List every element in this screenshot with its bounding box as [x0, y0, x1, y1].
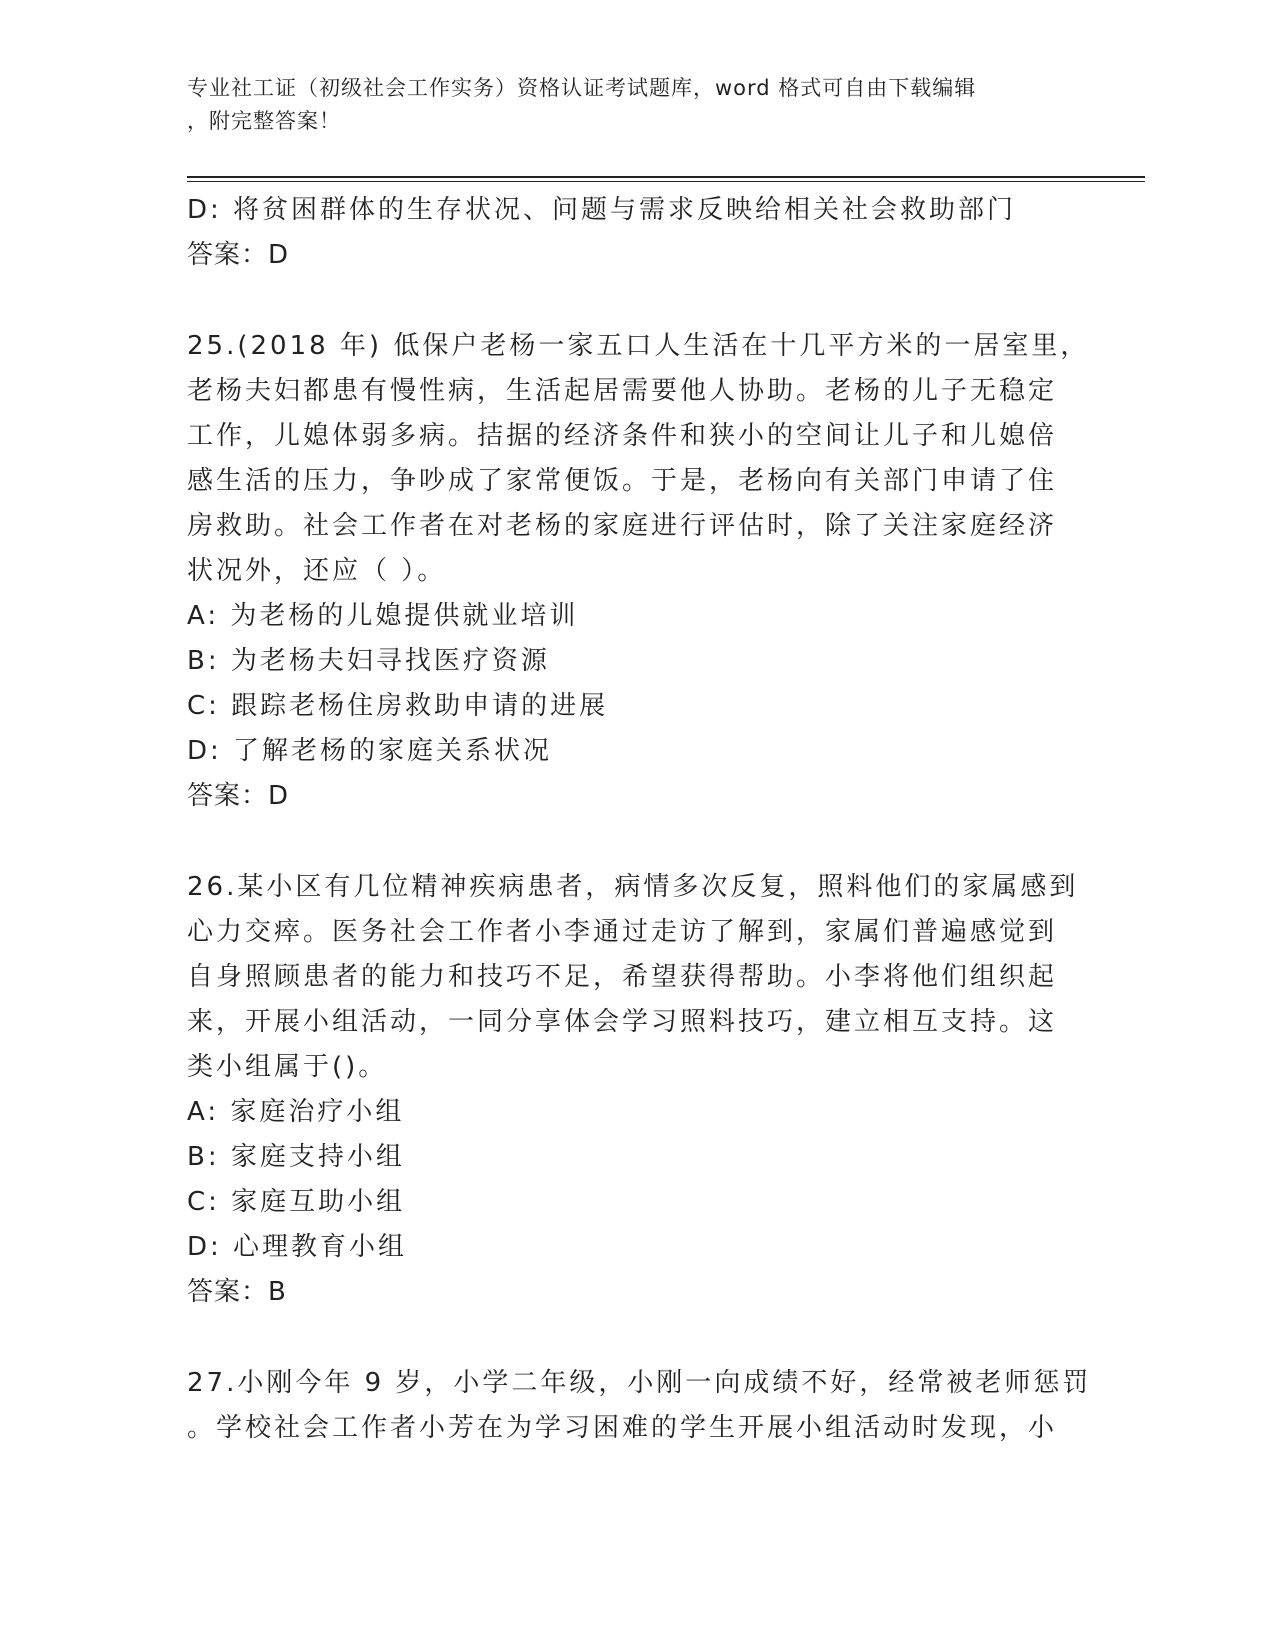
question-stem-line: 来，开展小组活动，一同分享体会学习照料技巧，建立相互支持。这: [187, 1007, 1058, 1037]
option-d: D: 将贫困群体的生存状况、问题与需求反映给相关社会救助部门: [187, 195, 1017, 225]
option-c: C: 家庭互助小组: [187, 1187, 406, 1217]
header-line: 专业社工证（初级社会工作实务）资格认证考试题库，word 格式可自由下载编辑: [187, 76, 977, 100]
answer: 答案：D: [187, 781, 290, 811]
question-stem-line: 27.小刚今年 9 岁，小学二年级，小刚一向成绩不好，经常被老师惩罚: [187, 1368, 1092, 1398]
header-line: ，附完整答案！: [187, 109, 341, 133]
option-b: B: 为老杨夫妇寻找医疗资源: [187, 646, 550, 676]
question-stem-line: 感生活的压力，争吵成了家常便饭。于是，老杨向有关部门申请了住: [187, 466, 1058, 496]
option-a: A: 为老杨的儿媳提供就业培训: [187, 601, 579, 631]
question-gap: [187, 278, 1087, 324]
question-stem-line: 老杨夫妇都患有慢性病，生活起居需要他人协助。老杨的儿子无稳定: [187, 376, 1058, 406]
document-header: [187, 72, 1067, 138]
question-content: [187, 188, 1092, 1451]
question-stem-line: 状况外，还应（ ）。: [187, 556, 447, 586]
question-gap: [187, 819, 1087, 865]
question-stem-line: 26.某小区有几位精神疾病患者，病情多次反复，照料他们的家属感到: [187, 872, 1079, 902]
question-27: [187, 1361, 1092, 1451]
option-d: D: 心理教育小组: [187, 1232, 408, 1262]
question-stem-line: 。学校社会工作者小芳在为学习困难的学生开展小组活动时发现，小: [187, 1413, 1058, 1443]
header-divider-thick: [187, 176, 1145, 178]
question-stem-line: 房救助。社会工作者在对老杨的家庭进行评估时，除了关注家庭经济: [187, 511, 1058, 541]
question-stem-line: 25.(2018 年) 低保户老杨一家五口人生活在十几平方米的一居室里，: [187, 331, 1090, 361]
question-26: [187, 865, 1087, 1315]
option-b: B: 家庭支持小组: [187, 1142, 405, 1172]
answer: 答案：B: [187, 1277, 287, 1307]
question-stem-line: 自身照顾患者的能力和技巧不足，希望获得帮助。小李将他们组织起: [187, 962, 1058, 992]
option-c: C: 跟踪老杨住房救助申请的进展: [187, 691, 609, 721]
header-divider-thin: [187, 181, 1145, 182]
answer: 答案：D: [187, 240, 290, 270]
question-gap: [187, 1315, 1087, 1361]
question-stem-line: 类小组属于()。: [187, 1052, 388, 1082]
question-stem-line: 工作，儿媳体弱多病。拮据的经济条件和狭小的空间让儿子和儿媳倍: [187, 421, 1058, 451]
question-25: [187, 324, 1090, 819]
option-d: D: 了解老杨的家庭关系状况: [187, 736, 553, 766]
option-a: A: 家庭治疗小组: [187, 1097, 405, 1127]
question-stem-line: 心力交瘁。医务社会工作者小李通过走访了解到，家属们普遍感觉到: [187, 917, 1058, 947]
